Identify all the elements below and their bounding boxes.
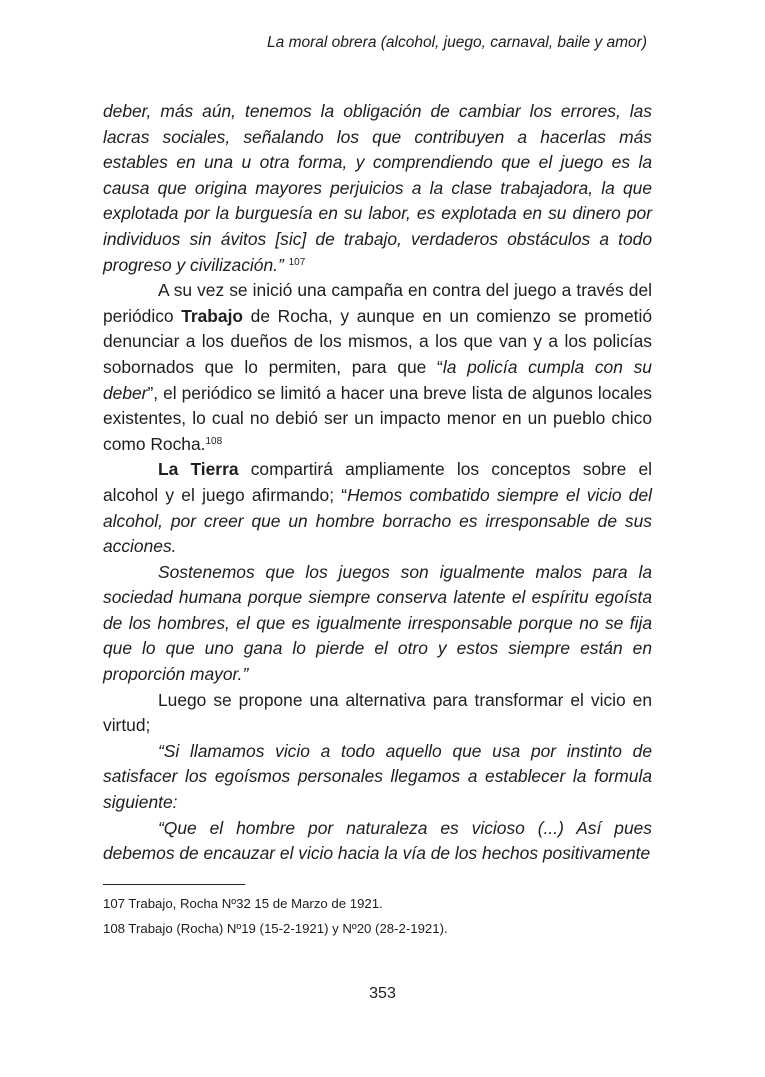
newspaper-name-la-tierra: La Tierra	[158, 459, 239, 480]
page-number: 353	[369, 985, 396, 1002]
main-text	[103, 99, 652, 867]
footnote-ref-108: 108	[205, 435, 223, 447]
paragraph-5: Luego se propone una alternativa para transformar el vicio en virtud;	[103, 689, 652, 736]
paragraph-2-text-e: ”, el periódico se limitó a hacer una breve lista de algunos locales existentes, lo cual no debió ser un impacto menor en un pueblo chico como Rocha.	[103, 382, 652, 454]
quote-policia: la policía cumpla con su deber	[103, 356, 652, 403]
quote-alcohol: Hemos combatido siempre el vicio del alcohol, por creer que un hombre borracho es irresponsable de sus acciones.	[103, 484, 652, 557]
paragraph-3-text-b: compartirá ampliamente los conceptos sobre el alcohol y el juego afirmando; “	[103, 459, 652, 505]
paragraph-1	[103, 99, 652, 278]
footnote-divider	[103, 884, 245, 885]
footnote-107: 107 Trabajo, Rocha Nº32 15 de Marzo de 1921.	[103, 896, 383, 911]
paragraph-4: Sostenemos que los juegos son igualmente malos para la sociedad humana porque siempre conserva latente el espíritu egoísta de los hombres, el que es igualmente irresponsable porque no se fija que lo que uno gana lo pierde el otro y estos siempre están en proporción mayor.”	[103, 561, 652, 685]
paragraph-6: “Si llamamos vicio a todo aquello que usa por instinto de satisfacer los egoísmos personales llegamos a establecer la formula siguiente:	[103, 740, 652, 813]
paragraph-7: “Que el hombre por naturaleza es vicioso (...) Así pues debemos de encauzar el vicio hacia la vía de los hechos positivamente	[103, 817, 652, 864]
paragraph-2-text-c: de Rocha, y aunque en un comienzo se prometió denunciar a los dueños de los mismos, a los que van y a los policías sobornados que lo permiten, para que “	[103, 305, 652, 377]
paragraph-2	[103, 278, 652, 457]
footnote-108: 108 Trabajo (Rocha) Nº19 (15-2-1921) y Nº20 (28-2-1921).	[103, 921, 448, 936]
footnotes	[103, 891, 448, 941]
newspaper-name-trabajo: Trabajo	[181, 305, 244, 326]
quote-continuation: deber, más aún, tenemos la obligación de cambiar los errores, las lacras sociales, señalando los que contribuyen a hacerlas más estables en una u otra forma, y comprendiendo que el juego es la causa que origina mayores perjuicios a la clase trabajadora, la que explotada por la burguesía en su labor, es explotada en su dinero por individuos sin ávitos [sic] de trabajo, verdaderos obstáculos a todo progreso y civilización.”	[103, 101, 652, 275]
paragraph-3	[103, 457, 652, 559]
paragraph-2-text-a: A su vez se inició una campaña en contra del juego a través del periódico	[103, 280, 652, 326]
footnote-ref-107: 107	[288, 256, 306, 268]
running-header: La moral obrera (alcohol, juego, carnaval, baile y amor)	[267, 34, 647, 51]
